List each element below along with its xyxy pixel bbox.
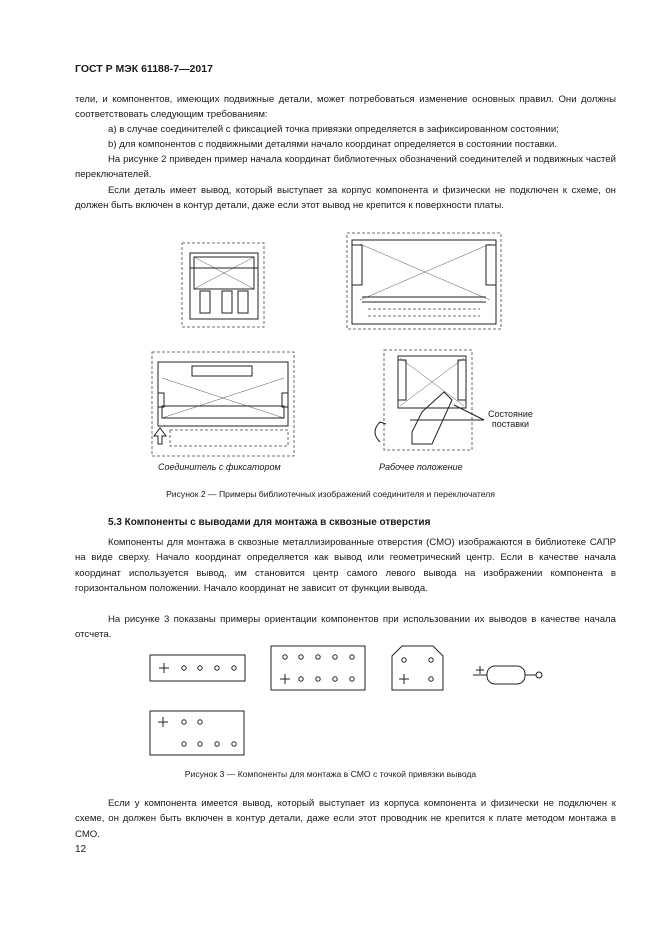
component-dual-row [271,646,365,690]
figure2-label-right: Рабочее положение [379,462,463,472]
paragraph-intro: тели, и компонентов, имеющих подвижные детали, может потребоваться изменение основных правил. Они должны соответствовать следующим требованиям: [75,94,616,121]
list-item-b: b) для компонентов с подвижными деталями начало координат определяется в состоянии поставки. [108,139,557,150]
paragraph-protruding-lead: Если деталь имеет вывод, который выступает за корпус компонента и физически не подключен к схеме, он должен быть включен в контур детали, даже если этот вывод не крепится к поверхности платы. [75,185,616,212]
paragraph-figure3-ref: На рисунке 3 показаны примеры ориентации компонентов при использовании их выводов в качестве начала отсчета. [75,614,616,641]
component-axial-lead [473,666,542,684]
document-header: ГОСТ Р МЭК 61188-7—2017 [75,63,213,75]
callout-line-2: поставки [491,419,530,429]
list-item-a: a) в случае соединителей с фиксацией точка привязки определяется в зафиксированном состоянии; [108,124,559,135]
section-title: 5.3 Компоненты с выводами для монтажа в сквозные отверстия [108,517,431,528]
component-chamfered [392,646,443,690]
callout-line-1: Состояние [488,409,533,419]
paragraph-figure2-ref: На рисунке 2 приведен пример начала координат библиотечных обозначений соединителей и подвижных частей переключателей. [75,154,616,181]
figure2-caption: Рисунок 2 — Примеры библиотечных изображений соединителя и переключателя [166,489,495,499]
paragraph-smo-components: Компоненты для монтажа в сквозные металлизированные отверстия (СМО) изображаются в библиотеке САПР на виде сверху. Начало координат определяется как вывод или геометрический центр. Если в качестве начала координат используется вывод, им становится центр самого левого вывода на изображении компонента в горизонтальном положении. Начало координат не зависит от функции вывода. [75,537,616,594]
component-staggered [150,711,244,755]
figure3-caption: Рисунок 3 — Компоненты для монтажа в СМО с точкой привязки вывода [184,769,477,779]
figure2-label-left: Соединитель с фиксатором [158,462,281,472]
component-single-row [150,655,245,681]
page-number: 12 [75,844,87,855]
paragraph-closing: Если у компонента имеется вывод, который выступает из корпуса компонента и физически не подключен к схеме, он должен быть включен в контур детали, даже если этот проводник не крепится к плате методом монтажа в СМО. [75,798,616,840]
